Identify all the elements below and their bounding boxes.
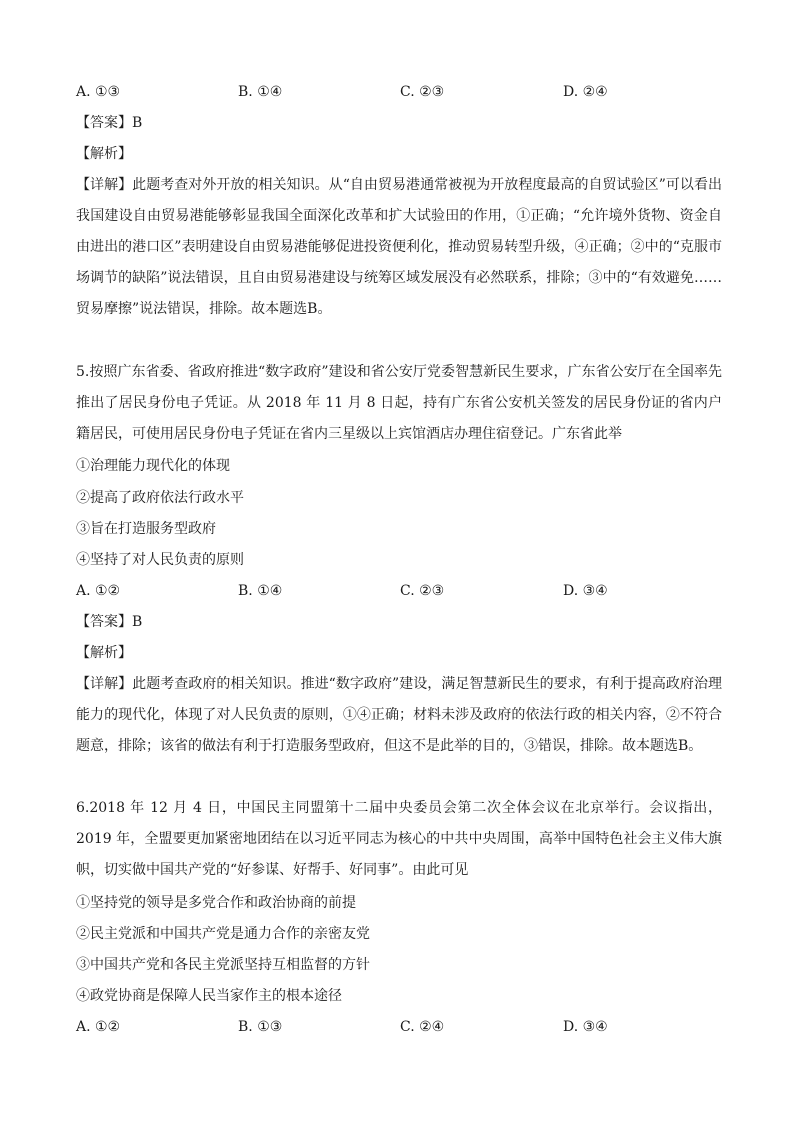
q5-option-a: A. ①② [76,583,121,599]
q5-option-c: C. ②③ [400,583,445,599]
q5-answer [76,612,142,632]
q5-analysis-tag: 【解析】 [76,645,132,661]
q6-option-a: A. ①② [76,1019,121,1035]
q5-detail [76,669,722,762]
q6-item-3: ③中国共产党和各民主党派坚持互相监督的方针 [76,957,370,973]
q4-option-a: A. ①③ [76,84,121,100]
answer-tag: 【答案】 [76,614,132,630]
q6-option-c: C. ②④ [400,1019,445,1035]
q5-option-d: D. ③④ [563,583,608,599]
q5-options [76,581,722,601]
q6-option-d: D. ③④ [563,1019,608,1035]
detail-text: 此题考查对外开放的相关知识。从“自由贸易港通常被视为开放程度最高的自贸试验区”可以看出我国建设自由贸易港能够彰显我国全面深化改革和扩大试验田的作用，①正确；“允许境外货物、资金自由进出的港口区”表明建设自由贸易港能够促进投资便利化，推动贸易转型升级，④正确；②中的“克服市场调节的缺陷”说法错误，且自由贸易港建设与统筹区域发展没有必然联系，排除；③中的“有效避免……贸易摩擦”说法错误，排除。故本题选B。 [76,177,723,317]
answer-value: B [132,115,143,131]
q4-option-d: D. ②④ [563,84,608,100]
q4-options [76,82,722,102]
q6-item-4: ④政党协商是保障人民当家作主的根本途径 [76,988,342,1004]
q6-option-b: B. ①③ [238,1019,283,1035]
q4-detail [76,170,722,325]
q5-option-b: B. ①④ [238,583,283,599]
q4-option-b: B. ①④ [238,84,283,100]
answer-tag: 【答案】 [76,115,132,131]
q6-item-1: ①坚持党的领导是多党合作和政治协商的前提 [76,895,356,911]
q6-stem: 6.2018 年 12 月 4 日，中国民主同盟第十二届中央委员会第二次全体会议在北京举行。会议指出，2019 年，全盟要更加紧密地团结在以习近平同志为核心的中共中央周围，高举中国特色社会主义伟大旗帜，切实做中国共产党的“好参谋、好帮手、好同事”。由此可见 [76,800,722,878]
detail-text: 此题考查政府的相关知识。推进“数字政府”建设，满足智慧新民生的要求，有利于提高政府治理能力的现代化，体现了对人民负责的原则，①④正确；材料未涉及政府的依法行政的相关内容，②不符合题意，排除；该省的做法有利于打造服务型政府，但这不是此举的目的，③错误，排除。故本题选B。 [76,676,723,754]
q6-item-2: ②民主党派和中国共产党是通力合作的亲密友党 [76,926,370,942]
detail-tag: 【详解】 [76,177,133,193]
q5-item-1: ①治理能力现代化的体现 [76,458,230,474]
q4-option-c: C. ②③ [400,84,445,100]
q4-answer [76,113,142,133]
q5-item-3: ③旨在打造服务型政府 [76,521,216,537]
q5-stem: 5.按照广东省委、省政府推进“数字政府”建设和省公安厅党委智慧新民生要求，广东省公安厅在全国率先推出了居民身份电子凭证。从 2018 年 11 月 8 日起，持有广东省公安机关签发的居民身份证的省内户籍居民，可使用居民身份电子凭证在省内三星级以上宾馆酒店办理住宿登记。广东省此举 [76,364,722,442]
answer-value: B [132,614,143,630]
q5-item-2: ②提高了政府依法行政水平 [76,490,244,506]
q6-options [76,1017,722,1037]
detail-tag: 【详解】 [76,676,133,692]
q5-item-4: ④坚持了对人民负责的原则 [76,552,244,568]
q4-analysis-tag: 【解析】 [76,146,132,162]
